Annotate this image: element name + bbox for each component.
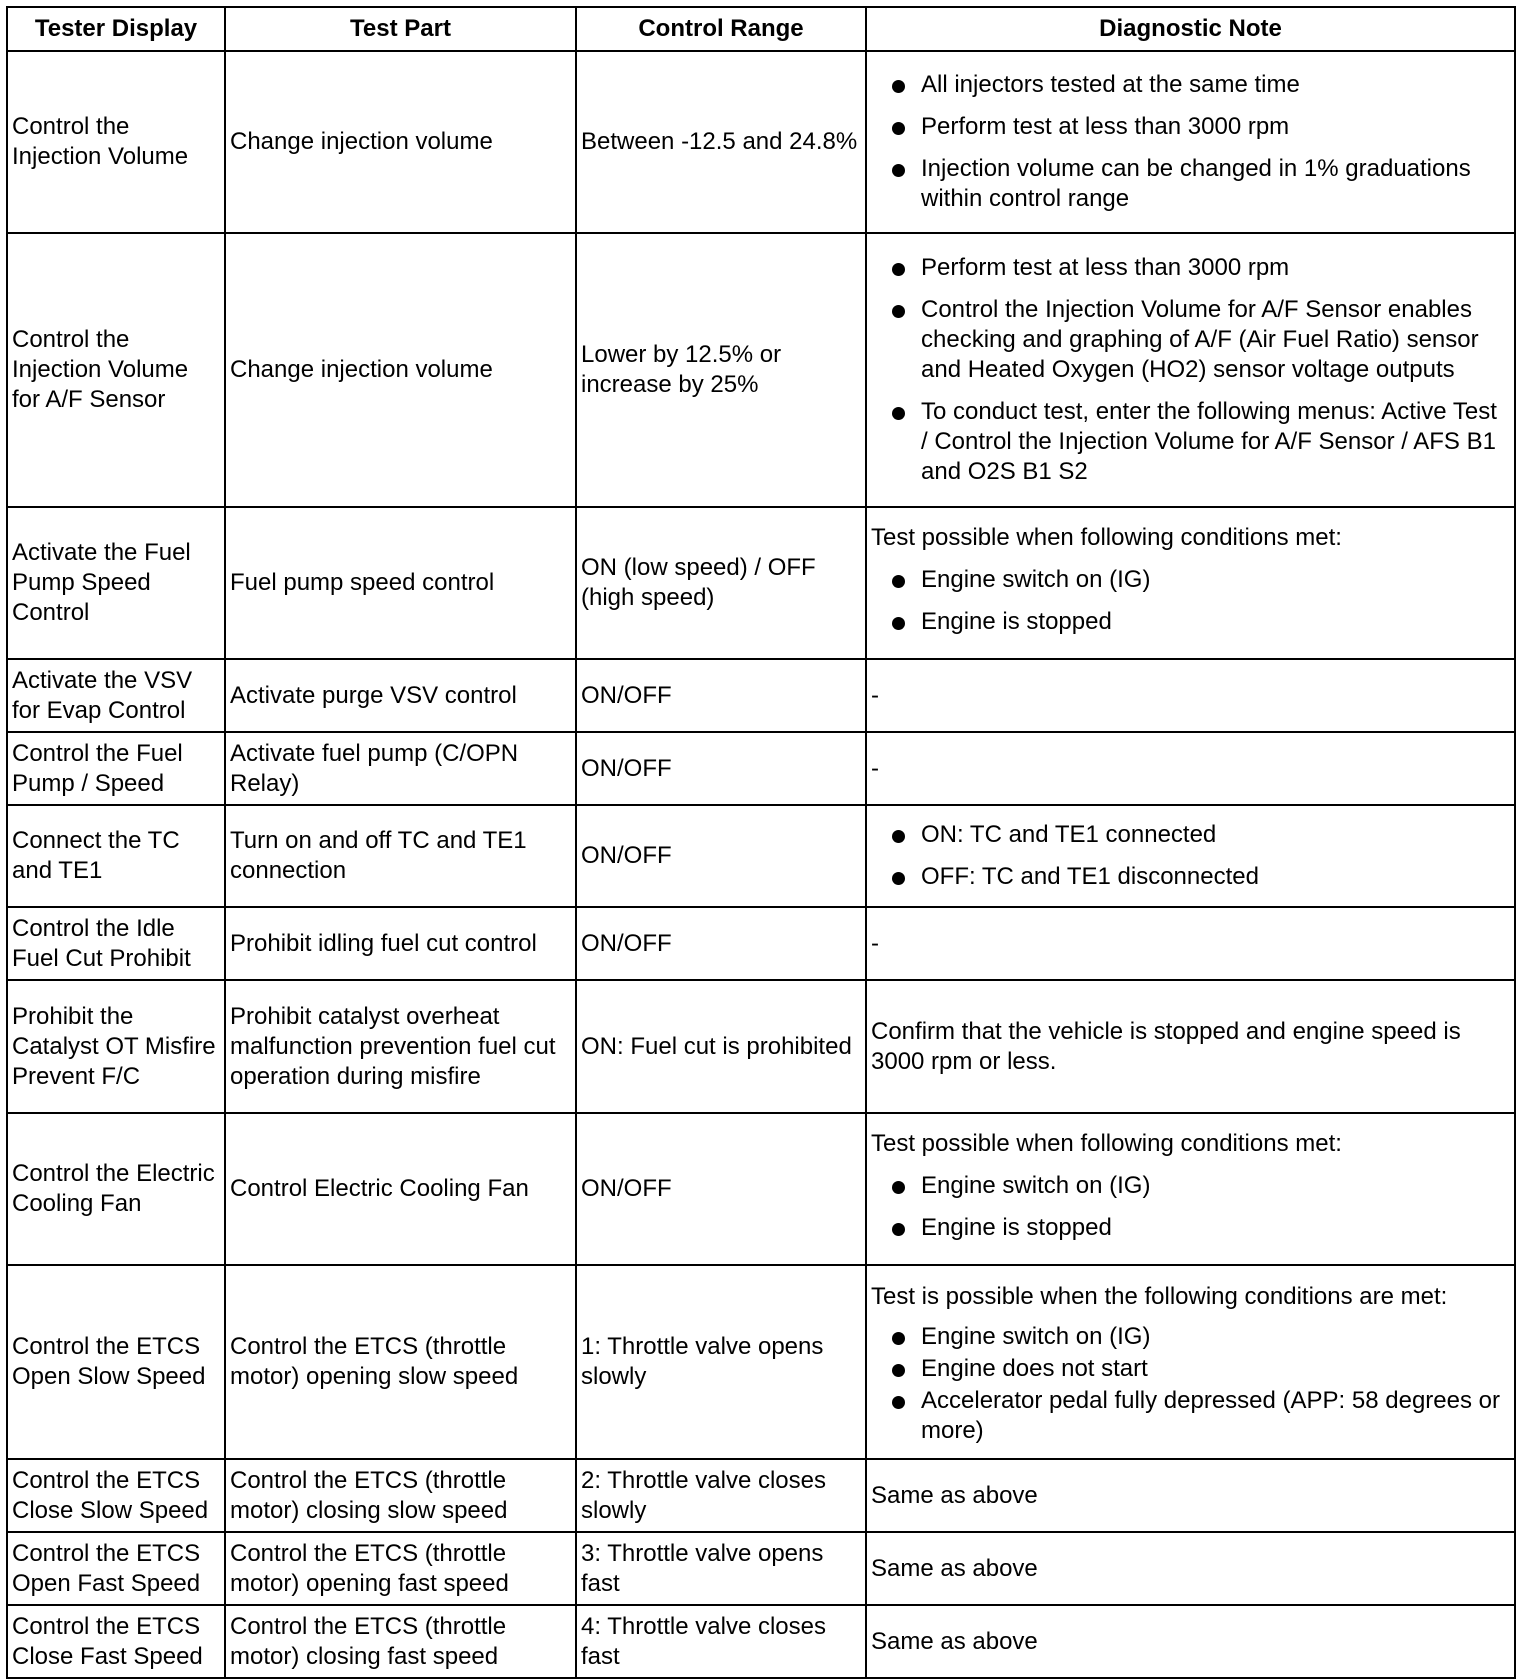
note-item: Engine switch on (IG): [871, 1322, 1510, 1352]
cell-diagnostic-note: Same as above: [866, 1532, 1515, 1605]
cell-control-range: 2: Throttle valve closes slowly: [576, 1459, 866, 1532]
note-item: Injection volume can be changed in 1% graduations within control range: [871, 154, 1510, 214]
note-list: [871, 70, 1510, 214]
cell-control-range: 3: Throttle valve opens fast: [576, 1532, 866, 1605]
note-list: [871, 565, 1510, 637]
cell-diagnostic-note: [866, 233, 1515, 507]
cell-test-part: Change injection volume: [225, 51, 576, 233]
table-row: [7, 732, 1515, 805]
table-row: [7, 980, 1515, 1113]
cell-diagnostic-note: Same as above: [866, 1605, 1515, 1678]
note-item: To conduct test, enter the following menus: Active Test / Control the Injection Volume for A/F Sensor / AFS B1 and O2S B1 S2: [871, 397, 1510, 487]
cell-test-part: Control Electric Cooling Fan: [225, 1113, 576, 1265]
note-item: OFF: TC and TE1 disconnected: [871, 862, 1510, 892]
cell-tester-display: Prohibit the Catalyst OT Misfire Prevent F/C: [7, 980, 225, 1113]
cell-control-range: ON/OFF: [576, 732, 866, 805]
header-test-part: Test Part: [225, 7, 576, 51]
cell-test-part: Control the ETCS (throttle motor) opening fast speed: [225, 1532, 576, 1605]
cell-test-part: Prohibit idling fuel cut control: [225, 907, 576, 980]
cell-diagnostic-note: [866, 805, 1515, 907]
cell-control-range: 4: Throttle valve closes fast: [576, 1605, 866, 1678]
header-control-range: Control Range: [576, 7, 866, 51]
cell-test-part: Turn on and off TC and TE1 connection: [225, 805, 576, 907]
cell-diagnostic-note: -: [866, 659, 1515, 732]
cell-diagnostic-note: [866, 1265, 1515, 1459]
cell-test-part: Activate purge VSV control: [225, 659, 576, 732]
table-row: [7, 805, 1515, 907]
active-test-table: [6, 6, 1516, 1679]
cell-tester-display: Control the ETCS Close Fast Speed: [7, 1605, 225, 1678]
cell-control-range: Lower by 12.5% or increase by 25%: [576, 233, 866, 507]
cell-test-part: Fuel pump speed control: [225, 507, 576, 659]
table-row: [7, 907, 1515, 980]
cell-control-range: ON/OFF: [576, 659, 866, 732]
note-item: Engine is stopped: [871, 607, 1510, 637]
note-intro: Test possible when following conditions met:: [871, 1130, 1342, 1157]
note-list: [871, 1322, 1510, 1446]
table-row: [7, 1265, 1515, 1459]
cell-diagnostic-note: [866, 507, 1515, 659]
note-item: Engine switch on (IG): [871, 565, 1510, 595]
table-header-row: [7, 7, 1515, 51]
note-item: Engine switch on (IG): [871, 1171, 1510, 1201]
note-list: [871, 1171, 1510, 1243]
cell-tester-display: Control the Fuel Pump / Speed: [7, 732, 225, 805]
cell-tester-display: Activate the Fuel Pump Speed Control: [7, 507, 225, 659]
cell-control-range: ON: Fuel cut is prohibited: [576, 980, 866, 1113]
note-intro: Test possible when following conditions met:: [871, 524, 1342, 551]
note-item: All injectors tested at the same time: [871, 70, 1510, 100]
note-list: [871, 253, 1510, 487]
table-row: [7, 51, 1515, 233]
cell-diagnostic-note: -: [866, 732, 1515, 805]
cell-diagnostic-note: [866, 1113, 1515, 1265]
cell-test-part: Control the ETCS (throttle motor) closing slow speed: [225, 1459, 576, 1532]
cell-control-range: ON (low speed) / OFF (high speed): [576, 507, 866, 659]
note-item: Perform test at less than 3000 rpm: [871, 253, 1510, 283]
note-item: ON: TC and TE1 connected: [871, 820, 1510, 850]
cell-tester-display: Control the ETCS Open Slow Speed: [7, 1265, 225, 1459]
cell-tester-display: Control the Idle Fuel Cut Prohibit: [7, 907, 225, 980]
table-row: [7, 507, 1515, 659]
cell-diagnostic-note: -: [866, 907, 1515, 980]
table-row: [7, 659, 1515, 732]
diagnostic-table-container: [6, 6, 1516, 1679]
note-item: Perform test at less than 3000 rpm: [871, 112, 1510, 142]
note-list: [871, 820, 1510, 892]
header-diagnostic-note: Diagnostic Note: [866, 7, 1515, 51]
note-item: Engine does not start: [871, 1354, 1510, 1384]
cell-tester-display: Control the Injection Volume: [7, 51, 225, 233]
cell-test-part: Control the ETCS (throttle motor) opening slow speed: [225, 1265, 576, 1459]
table-row: [7, 1459, 1515, 1532]
cell-control-range: ON/OFF: [576, 907, 866, 980]
cell-diagnostic-note: Same as above: [866, 1459, 1515, 1532]
cell-tester-display: Control the ETCS Close Slow Speed: [7, 1459, 225, 1532]
note-item: Control the Injection Volume for A/F Sensor enables checking and graphing of A/F (Air Fuel Ratio) sensor and Heated Oxygen (HO2) sensor voltage outputs: [871, 295, 1510, 385]
cell-tester-display: Control the Electric Cooling Fan: [7, 1113, 225, 1265]
cell-test-part: Change injection volume: [225, 233, 576, 507]
cell-tester-display: Connect the TC and TE1: [7, 805, 225, 907]
header-tester-display: Tester Display: [7, 7, 225, 51]
cell-test-part: Activate fuel pump (C/OPN Relay): [225, 732, 576, 805]
table-row: [7, 1605, 1515, 1678]
note-item: Engine is stopped: [871, 1213, 1510, 1243]
cell-control-range: ON/OFF: [576, 1113, 866, 1265]
cell-control-range: ON/OFF: [576, 805, 866, 907]
cell-tester-display: Control the Injection Volume for A/F Sensor: [7, 233, 225, 507]
cell-control-range: 1: Throttle valve opens slowly: [576, 1265, 866, 1459]
note-intro: Test is possible when the following conditions are met:: [871, 1283, 1448, 1310]
cell-diagnostic-note: [866, 51, 1515, 233]
table-row: [7, 1113, 1515, 1265]
cell-test-part: Prohibit catalyst overheat malfunction prevention fuel cut operation during misfire: [225, 980, 576, 1113]
table-row: [7, 233, 1515, 507]
cell-tester-display: Activate the VSV for Evap Control: [7, 659, 225, 732]
cell-test-part: Control the ETCS (throttle motor) closing fast speed: [225, 1605, 576, 1678]
cell-tester-display: Control the ETCS Open Fast Speed: [7, 1532, 225, 1605]
cell-control-range: Between -12.5 and 24.8%: [576, 51, 866, 233]
table-row: [7, 1532, 1515, 1605]
cell-diagnostic-note: Confirm that the vehicle is stopped and engine speed is 3000 rpm or less.: [866, 980, 1515, 1113]
note-item: Accelerator pedal fully depressed (APP: 58 degrees or more): [871, 1386, 1510, 1446]
